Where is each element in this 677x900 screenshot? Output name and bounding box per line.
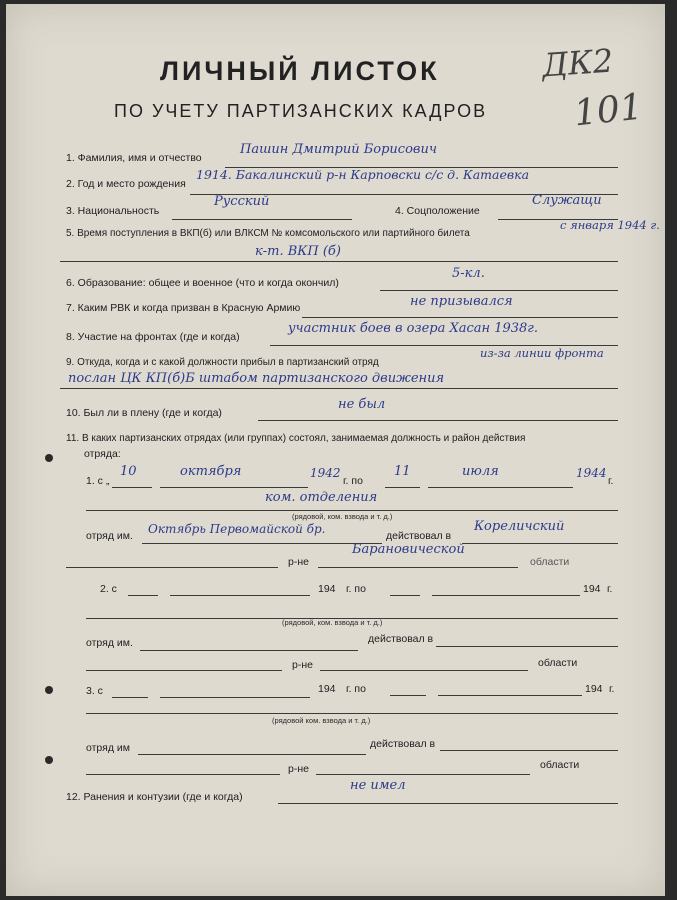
group-1-region: Барановической bbox=[352, 542, 465, 557]
group-2-rayon-label: р-не bbox=[292, 659, 313, 671]
field-5-label: 5. Время поступления в ВКП(б) или ВЛКСМ № комсомольского или партийного билета bbox=[66, 228, 470, 239]
field-8-label: 8. Участие на фронтах (где и когда) bbox=[66, 331, 240, 343]
group-1-po: г. по bbox=[343, 475, 363, 487]
quote-mark: „ bbox=[106, 475, 110, 487]
field-12-label: 12. Ранения и контузии (где и когда) bbox=[66, 791, 243, 803]
punch-hole bbox=[45, 756, 53, 764]
page-title: ЛИЧНЫЙ ЛИСТОК bbox=[160, 56, 440, 86]
archive-mark-top: ДК2 bbox=[540, 41, 615, 85]
archive-mark-bottom: 101 bbox=[572, 86, 645, 135]
field-10-label: 10. Был ли в плену (где и когда) bbox=[66, 407, 222, 419]
group-1-district: Кореличский bbox=[474, 519, 565, 534]
field-1-label: 1. Фамилия, имя и отчество bbox=[66, 152, 202, 164]
group-3-rayon-label: р-не bbox=[288, 763, 309, 775]
field-9-value-2: послан ЦК КП(б)Б штабом партизанского движения bbox=[68, 371, 445, 386]
field-1-value: Пашин Дмитрий Борисович bbox=[240, 142, 437, 157]
field-3-label: 3. Национальность bbox=[66, 205, 160, 217]
group-1-day-to: 11 bbox=[394, 464, 411, 479]
group-2-po: г. по bbox=[346, 583, 366, 595]
field-5-value-1: с января 1944 г. bbox=[560, 218, 660, 232]
group-2-year-to: 194 bbox=[583, 583, 601, 595]
group-3-hint: (рядовой ком. взвода и т. д.) bbox=[272, 716, 371, 725]
group-3-g: г. bbox=[609, 683, 615, 695]
group-2-year-from: 194 bbox=[318, 583, 336, 595]
punch-hole bbox=[45, 454, 53, 462]
group-2-hint: (рядовой, ком. взвода и т. д.) bbox=[282, 618, 383, 627]
group-3-prefix: 3. с bbox=[86, 685, 103, 697]
group-2-oblast-label: области bbox=[538, 657, 578, 669]
group-1-year-from: 1942 bbox=[310, 466, 341, 480]
group-3-oblast-label: области bbox=[540, 759, 580, 771]
field-9-value-1: из-за линии фронта bbox=[480, 346, 604, 360]
group-1-rayon-label: р-не bbox=[288, 556, 309, 568]
group-1-prefix: 1. с bbox=[86, 475, 103, 487]
group-1-unit: Октябрь Первомайской бр. bbox=[148, 522, 326, 536]
group-1-month-to: июля bbox=[462, 464, 499, 479]
group-2-prefix: 2. с bbox=[100, 583, 117, 595]
field-2-label: 2. Год и место рождения bbox=[66, 178, 186, 190]
group-1-day-from: 10 bbox=[120, 464, 137, 479]
field-6-label: 6. Образование: общее и военное (что и когда окончил) bbox=[66, 277, 339, 289]
punch-hole bbox=[45, 686, 53, 694]
group-2-g: г. bbox=[607, 583, 613, 595]
group-1-year-to: 1944 bbox=[576, 466, 607, 480]
group-2-acted-label: действовал в bbox=[368, 633, 434, 645]
field-7-label: 7. Каким РВК и когда призван в Красную Армию bbox=[66, 302, 301, 314]
field-5-value-2: к-т. ВКП (б) bbox=[255, 244, 341, 259]
field-9-label: 9. Откуда, когда и с какой должности прибыл в партизанский отряд bbox=[66, 357, 379, 368]
group-3-acted-label: действовал в bbox=[370, 738, 436, 750]
field-12-value: не имел bbox=[350, 778, 406, 793]
field-6-value: 5-кл. bbox=[452, 266, 485, 281]
group-1-acted-label: действовал в bbox=[386, 530, 452, 542]
group-1-oblast-label: области bbox=[530, 556, 570, 568]
group-1-unit-label: отряд им. bbox=[86, 530, 133, 542]
field-4-label: 4. Соцположение bbox=[395, 205, 480, 217]
field-11-label: 11. В каких партизанских отрядах (или группах) состоял, занимаемая должность и район действия bbox=[66, 433, 526, 444]
page-subtitle: ПО УЧЕТУ ПАРТИЗАНСКИХ КАДРОВ bbox=[114, 101, 488, 121]
field-8-value: участник боев в озера Хасан 1938г. bbox=[288, 321, 539, 336]
field-10-value: не был bbox=[338, 397, 386, 412]
group-3-unit-label: отряд им bbox=[86, 742, 130, 754]
field-3-value: Русский bbox=[214, 194, 270, 209]
group-3-po: г. по bbox=[346, 683, 366, 695]
group-3-year-from: 194 bbox=[318, 683, 336, 695]
group-3-year-to: 194 bbox=[585, 683, 603, 695]
field-7-value: не призывался bbox=[410, 294, 513, 309]
field-11-label-2: отряда: bbox=[84, 448, 121, 460]
field-4-value: Служащи bbox=[532, 193, 602, 208]
group-2-unit-label: отряд им. bbox=[86, 637, 133, 649]
field-2-value: 1914. Бакалинский р-н Карповски с/с д. Катаевка bbox=[196, 167, 530, 182]
group-1-g: г. bbox=[608, 475, 614, 487]
group-1-month-from: октября bbox=[180, 464, 242, 479]
group-1-position: ком. отделения bbox=[265, 490, 378, 505]
group-1-hint: (рядовой, ком. взвода и т. д.) bbox=[292, 512, 393, 521]
